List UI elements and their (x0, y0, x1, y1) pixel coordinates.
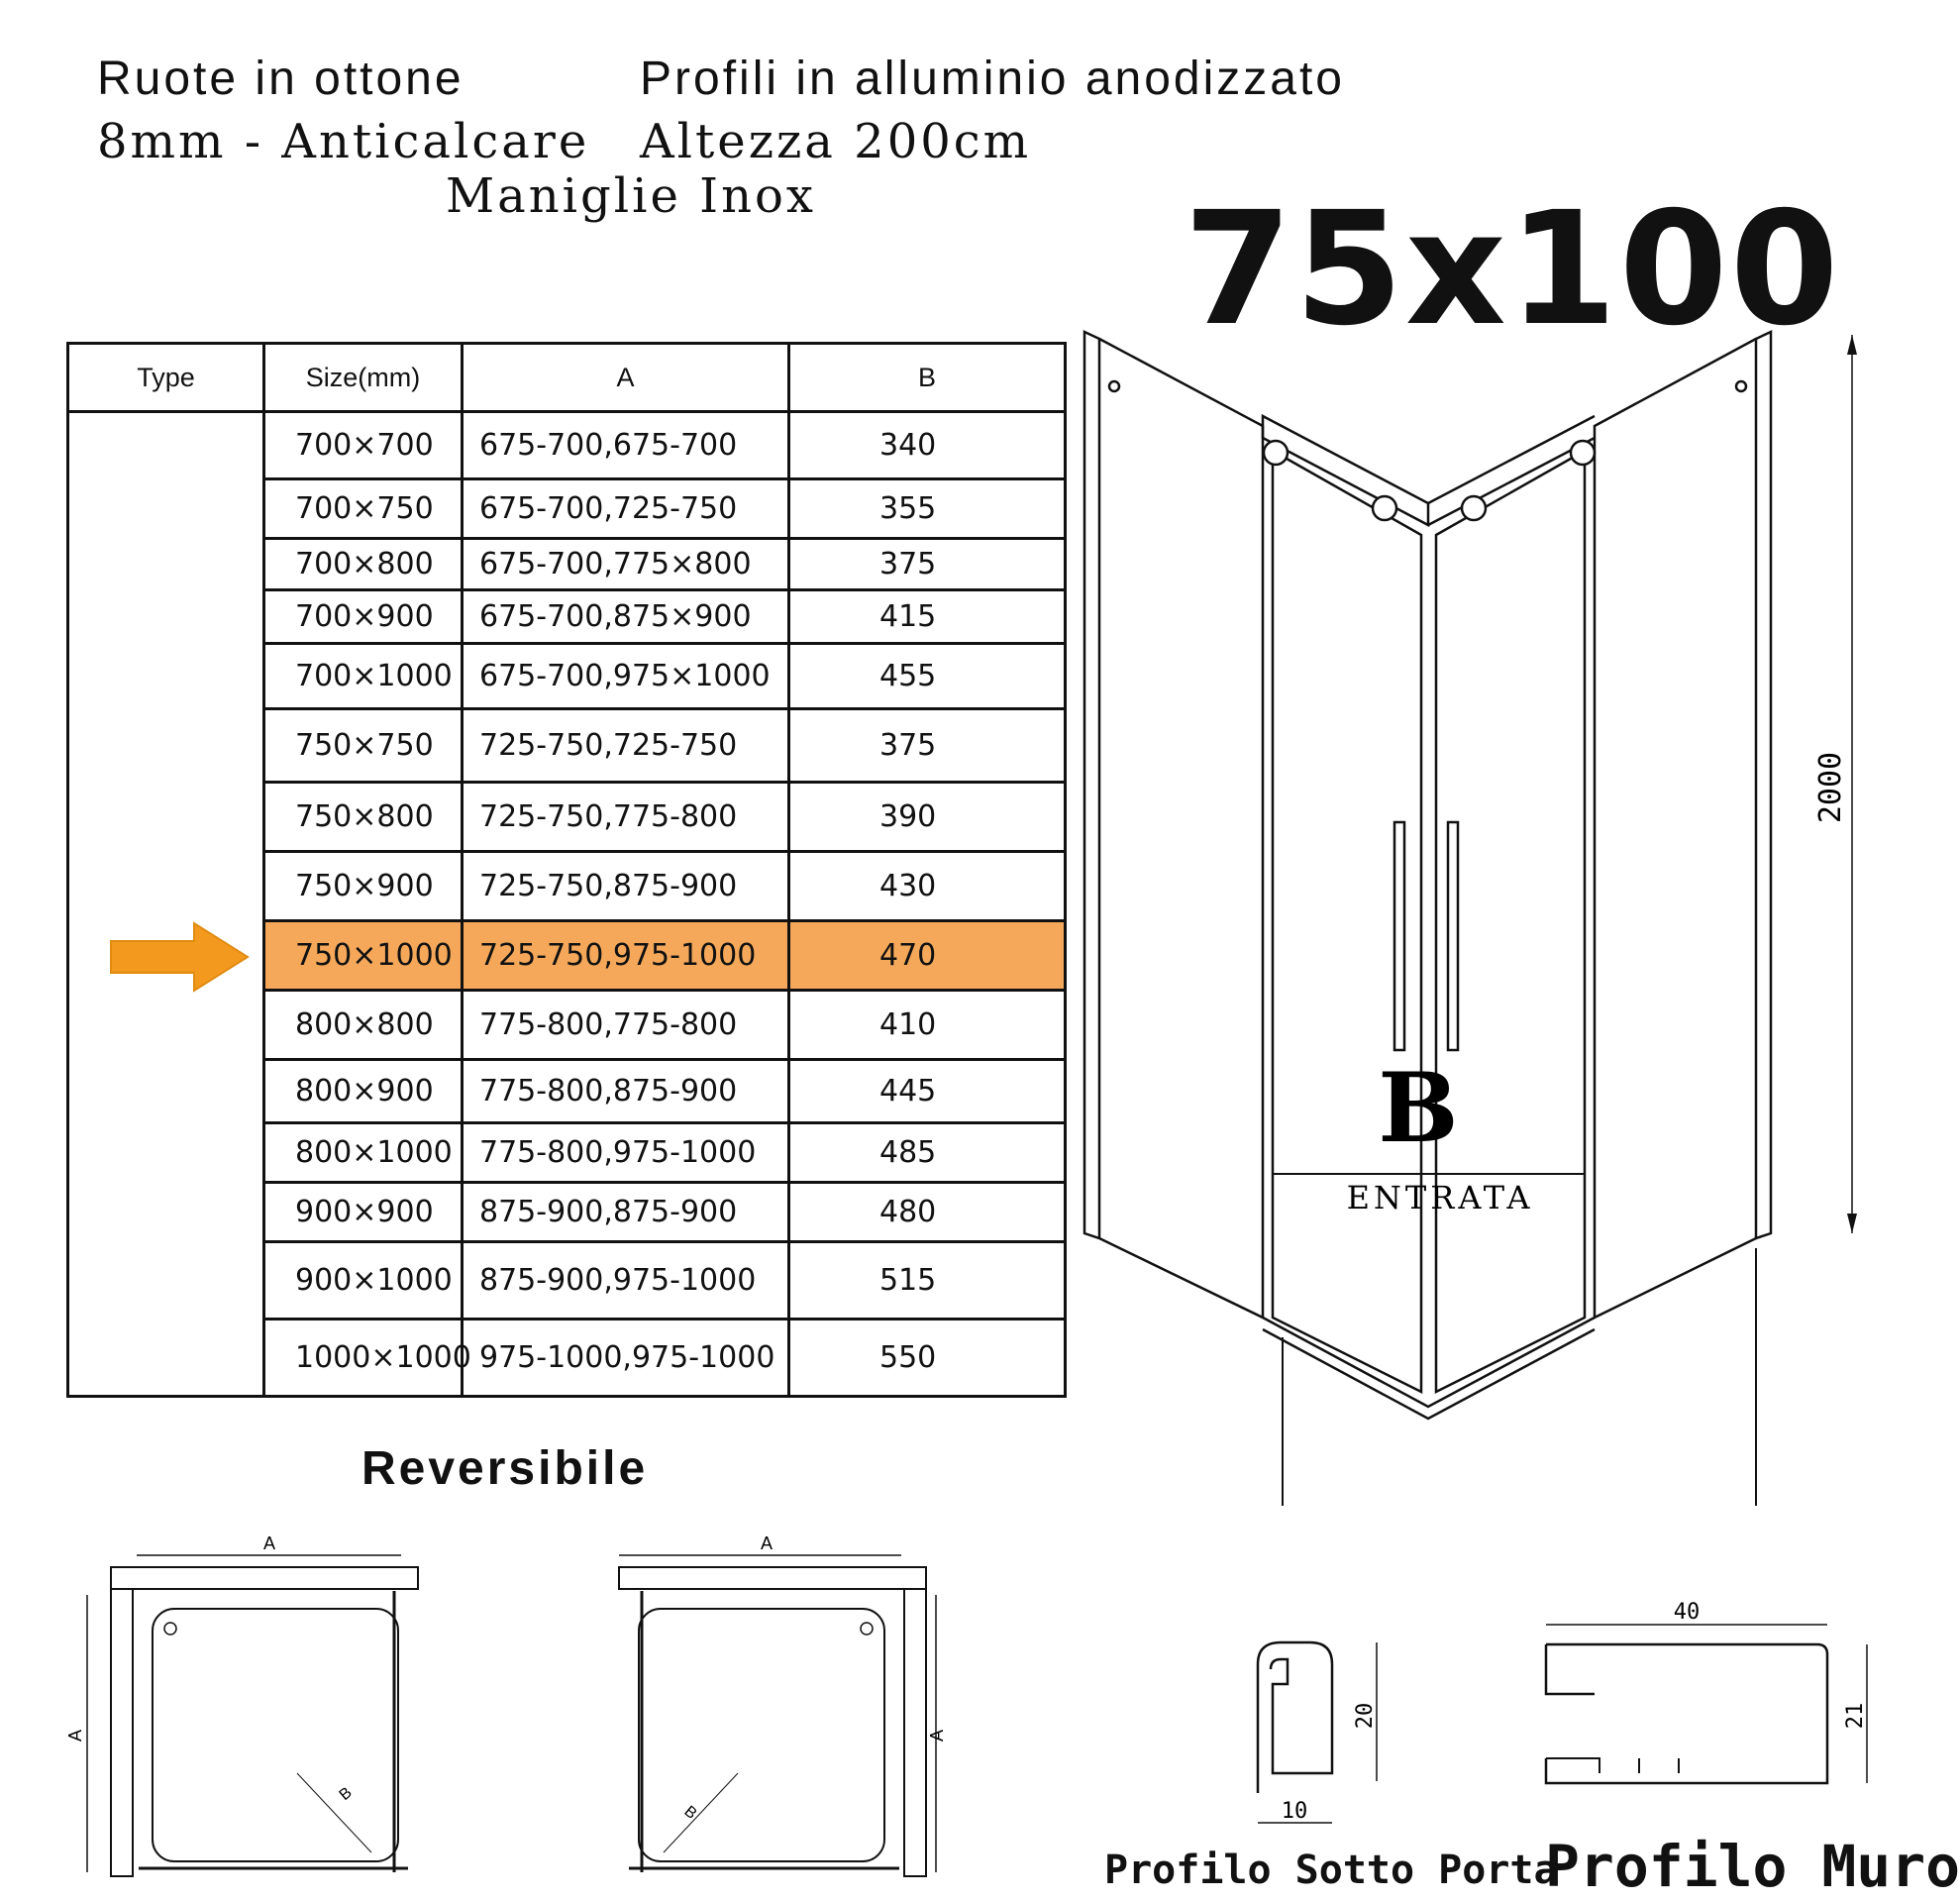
dim-arrow-top (1847, 335, 1857, 355)
dim-a-vertical-label: A (927, 1729, 947, 1743)
header-size: Size(mm) (264, 344, 463, 412)
reversible-label: Reversibile (361, 1442, 649, 1495)
b-value-cell: 410 (789, 991, 1066, 1060)
b-value-cell: 355 (789, 479, 1066, 539)
door-profile-shape (1258, 1642, 1332, 1793)
a-range-cell: 725-750,975-1000 (463, 921, 789, 991)
header-a: A (463, 344, 789, 412)
a-range-cell: 675-700,975×1000 (463, 644, 789, 709)
plan-tray (639, 1609, 884, 1861)
left-sliding-door (1273, 451, 1421, 1392)
b-value-cell: 340 (789, 412, 1066, 479)
roller-wheel-icon (1264, 441, 1288, 465)
feature-profiles: Profili in alluminio anodizzato (640, 53, 1345, 105)
dim-a-label: A (760, 1533, 774, 1553)
plan-wall-top (111, 1567, 418, 1589)
a-range-cell: 675-700,725-750 (463, 479, 789, 539)
right-wall-profile (1756, 332, 1771, 1238)
a-range-cell: 675-700,675-700 (463, 412, 789, 479)
size-cell: 800×900 (264, 1060, 463, 1123)
a-range-cell: 675-700,775×800 (463, 539, 789, 590)
b-value-cell: 445 (789, 1060, 1066, 1123)
table-body (68, 412, 1066, 1397)
bottom-profile (1263, 1318, 1595, 1407)
handle-left (1394, 822, 1404, 1050)
door-letter: B (1378, 1052, 1459, 1164)
size-cell: 700×900 (264, 590, 463, 644)
a-range-cell: 775-800,775-800 (463, 991, 789, 1060)
size-cell: 800×800 (264, 991, 463, 1060)
roller-wheel-icon (1571, 441, 1595, 465)
model-size-title: 75x100 (1184, 178, 1841, 361)
b-value-cell: 515 (789, 1242, 1066, 1320)
size-cell: 750×750 (264, 709, 463, 783)
plan-b-line (664, 1773, 738, 1852)
left-wall-profile (1084, 332, 1099, 1238)
wall-profile-caption: Profilo Muro (1545, 1833, 1960, 1900)
plan-tray (153, 1609, 398, 1861)
fixing-hole-icon (1109, 381, 1119, 391)
floor-plan-right (584, 1526, 961, 1892)
header-type: Type (68, 344, 264, 412)
left-fixed-panel (1099, 339, 1263, 1318)
drain-icon (164, 1623, 176, 1635)
door-profile-width: 10 (1281, 1799, 1308, 1824)
handle-right (1448, 822, 1458, 1050)
header-b: B (789, 344, 1066, 412)
entrance-label: ENTRATA (1346, 1179, 1534, 1216)
size-cell: 900×1000 (264, 1242, 463, 1320)
roller-wheel-icon (1462, 496, 1486, 520)
b-value-cell: 480 (789, 1183, 1066, 1242)
door-profile-caption: Profilo Sotto Porta (1104, 1848, 1558, 1893)
size-cell: 1000×1000 (264, 1320, 463, 1397)
plan-wall-side (904, 1589, 926, 1876)
dim-b-label: B (336, 1784, 356, 1805)
door-profile-height: 20 (1353, 1702, 1378, 1730)
size-cell: 750×900 (264, 852, 463, 921)
size-table (66, 342, 1067, 1398)
b-value-cell: 470 (789, 921, 1066, 991)
size-cell: 900×900 (264, 1183, 463, 1242)
wall-profile-drawing (1530, 1600, 1897, 1803)
table-row (68, 412, 1066, 479)
a-range-cell: 725-750,875-900 (463, 852, 789, 921)
floor-plan-left (59, 1526, 436, 1892)
feature-wheels: Ruote in ottone (97, 53, 464, 105)
size-cell: 700×750 (264, 479, 463, 539)
shower-enclosure-drawing (1080, 327, 1892, 1545)
roller-wheel-icon (1373, 496, 1396, 520)
type-cell (68, 412, 264, 1397)
drain-icon (861, 1623, 873, 1635)
b-value-cell: 485 (789, 1123, 1066, 1183)
size-cell: 750×800 (264, 783, 463, 852)
feature-handles: Maniglie Inox (446, 168, 816, 224)
plan-wall-side (111, 1589, 133, 1876)
b-value-cell: 550 (789, 1320, 1066, 1397)
size-cell: 700×800 (264, 539, 463, 590)
wall-profile-shape (1546, 1644, 1827, 1783)
a-range-cell: 725-750,725-750 (463, 709, 789, 783)
size-cell: 750×1000 (264, 921, 463, 991)
feature-height: Altezza 200cm (640, 114, 1032, 169)
dim-b-label: B (680, 1803, 700, 1823)
a-range-cell: 725-750,775-800 (463, 783, 789, 852)
size-cell: 700×1000 (264, 644, 463, 709)
a-range-cell: 775-800,975-1000 (463, 1123, 789, 1183)
size-cell: 700×700 (264, 412, 463, 479)
feature-glass: 8mm - Anticalcare (97, 114, 590, 169)
wall-profile-width: 40 (1673, 1600, 1701, 1625)
right-fixed-panel (1595, 339, 1756, 1318)
a-range-cell: 875-900,975-1000 (463, 1242, 789, 1320)
height-dimension-label: 2000 (1813, 751, 1848, 824)
b-value-cell: 415 (789, 590, 1066, 644)
top-rail-left (1263, 416, 1428, 525)
plan-wall-top (619, 1567, 926, 1589)
arrow-right-icon (107, 919, 256, 995)
b-value-cell: 430 (789, 852, 1066, 921)
top-rail-right (1428, 416, 1595, 525)
a-range-cell: 775-800,875-900 (463, 1060, 789, 1123)
fixing-hole-icon (1736, 381, 1746, 391)
door-bottom-profile-drawing (1233, 1625, 1411, 1852)
b-value-cell: 375 (789, 709, 1066, 783)
dim-arrow-bottom (1847, 1214, 1857, 1233)
b-value-cell: 455 (789, 644, 1066, 709)
dim-a-vertical-label: A (65, 1729, 85, 1743)
wall-profile-height: 21 (1843, 1702, 1868, 1730)
a-range-cell: 875-900,875-900 (463, 1183, 789, 1242)
size-cell: 800×1000 (264, 1123, 463, 1183)
dim-a-label: A (262, 1533, 276, 1553)
a-range-cell: 975-1000,975-1000 (463, 1320, 789, 1397)
b-value-cell: 375 (789, 539, 1066, 590)
plan-b-line (297, 1773, 371, 1852)
wall-profile-ribs (1546, 1758, 1679, 1773)
a-range-cell: 675-700,875×900 (463, 590, 789, 644)
b-value-cell: 390 (789, 783, 1066, 852)
